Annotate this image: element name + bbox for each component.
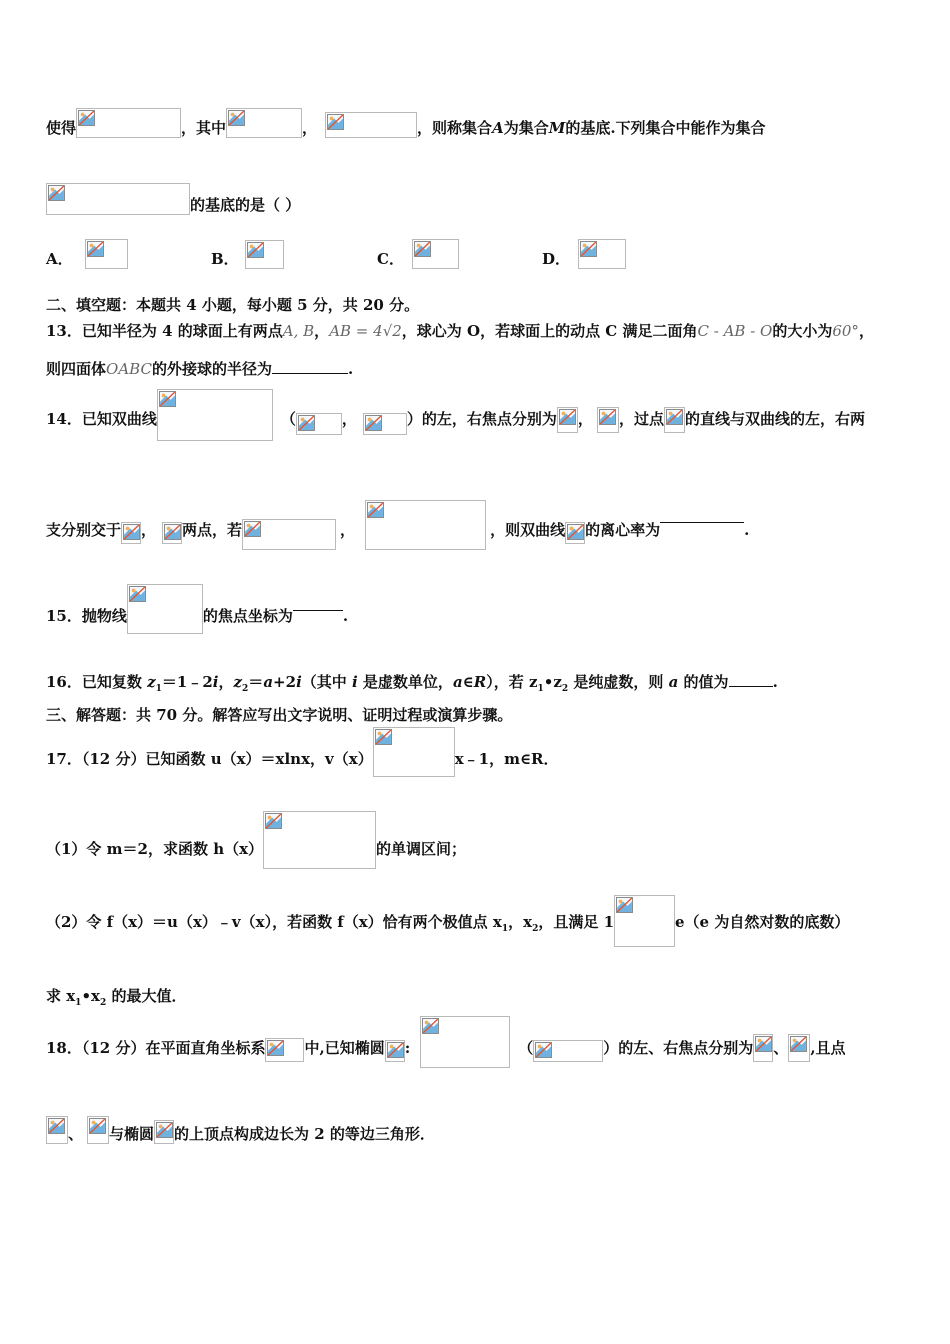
text: ＝1﹣2 xyxy=(161,673,213,691)
text: ，x xyxy=(508,913,533,931)
text: 与椭圆 xyxy=(109,1125,155,1143)
text: a xyxy=(668,673,679,691)
broken-image-icon xyxy=(156,1122,173,1138)
text: •z xyxy=(543,673,562,691)
broken-image-icon xyxy=(78,110,95,126)
question-17-part-2 xyxy=(46,895,849,947)
text: ，且满足 1 xyxy=(538,913,615,931)
text: ,且点 xyxy=(810,1039,846,1057)
text: 的单调区间； xyxy=(376,840,467,858)
text: 的最大值． xyxy=(106,987,187,1005)
broken-image-icon xyxy=(228,110,245,126)
text: ，球心为 O，若球面上的动点 C 满足二面角 xyxy=(401,322,698,340)
subscript: 1 xyxy=(75,998,82,1008)
text: ， xyxy=(314,322,330,340)
formula-image xyxy=(265,1038,304,1062)
broken-image-icon xyxy=(580,241,597,257)
text: 两点，若 xyxy=(182,521,243,539)
formula-image xyxy=(533,1040,603,1062)
broken-image-icon xyxy=(367,502,384,518)
broken-image-icon xyxy=(616,897,633,913)
text: 、 xyxy=(773,1039,789,1057)
text: 中,已知椭圆 xyxy=(304,1039,385,1057)
math: C - AB - O xyxy=(697,322,773,340)
text: ， xyxy=(340,521,356,539)
text: 15．抛物线 xyxy=(46,607,127,625)
formula-image xyxy=(154,1120,174,1144)
formula-image xyxy=(263,811,376,869)
formula-image xyxy=(242,519,336,550)
formula-image xyxy=(245,240,284,269)
text: ，过点 xyxy=(618,410,664,428)
text: A xyxy=(492,119,504,137)
paragraph-line xyxy=(46,108,766,138)
text: 为集合 xyxy=(503,119,549,137)
math: 60° xyxy=(832,322,859,340)
question-18-line-2 xyxy=(46,1116,435,1144)
text: ＝ xyxy=(248,673,264,691)
text: ）的左、右焦点分别为 xyxy=(603,1039,754,1057)
text: x﹣1，m∈R． xyxy=(454,750,559,768)
text: 是虚数单位， xyxy=(357,673,453,691)
option-label: A． xyxy=(46,250,73,268)
text: i xyxy=(212,673,219,691)
formula-image xyxy=(412,239,459,269)
formula-image xyxy=(363,413,407,435)
option-label: B． xyxy=(211,250,239,268)
subscript: 2 xyxy=(561,684,569,694)
broken-image-icon xyxy=(48,1118,65,1134)
broken-image-icon xyxy=(375,729,392,745)
text: . xyxy=(772,673,778,691)
text: ， xyxy=(577,410,593,428)
formula-image xyxy=(597,407,619,433)
broken-image-icon xyxy=(298,415,315,431)
subscript: 1 xyxy=(155,684,162,694)
question-13-line-1 xyxy=(46,321,874,341)
option-c xyxy=(377,236,459,269)
text: ， xyxy=(858,322,874,340)
text: ∈ xyxy=(462,673,474,691)
text: 则四面体 xyxy=(46,360,107,378)
text: M xyxy=(548,119,566,137)
formula-image xyxy=(365,500,486,550)
text: R xyxy=(473,673,487,691)
formula-image xyxy=(420,1016,510,1068)
subscript: 1 xyxy=(537,684,544,694)
text: . xyxy=(744,521,750,539)
broken-image-icon xyxy=(535,1042,552,1058)
text: 使得 xyxy=(46,119,77,137)
text: ， xyxy=(141,521,157,539)
text: ，则双曲线 xyxy=(490,521,566,539)
formula-image xyxy=(76,108,181,138)
question-13-line-2 xyxy=(46,359,353,379)
formula-image xyxy=(226,108,302,138)
section-title: 三、解答题：共 70 分。解答应写出文字说明、证明过程或演算步骤。 xyxy=(46,706,513,724)
text: z xyxy=(233,673,243,691)
broken-image-icon xyxy=(267,1040,284,1056)
answer-blank xyxy=(729,672,773,687)
broken-image-icon xyxy=(123,524,140,540)
text: （ xyxy=(280,410,296,428)
subscript: 2 xyxy=(532,924,539,934)
text: （ xyxy=(518,1039,534,1057)
text: （1）令 m＝2，求函数 h（x） xyxy=(46,840,264,858)
text: 的直线与双曲线的左，右两 xyxy=(684,410,865,428)
text: ， xyxy=(302,119,318,137)
text: i xyxy=(296,673,302,691)
formula-image xyxy=(385,1040,405,1062)
text: ， xyxy=(341,410,357,428)
broken-image-icon xyxy=(567,524,584,540)
text: 求 x xyxy=(46,987,76,1005)
text: ）的左，右焦点分别为 xyxy=(406,410,557,428)
question-18-line-1 xyxy=(46,1016,846,1068)
formula-image xyxy=(325,112,417,138)
question-15 xyxy=(46,584,348,634)
paragraph-line xyxy=(46,183,300,215)
text: i xyxy=(352,673,358,691)
text: •x xyxy=(81,987,100,1005)
formula-image xyxy=(373,727,455,777)
subscript: 1 xyxy=(501,924,509,934)
text: 的基底的是（ ） xyxy=(190,196,301,214)
subscript: 2 xyxy=(242,684,249,694)
formula-image xyxy=(162,522,182,544)
text: 、 xyxy=(68,1125,84,1143)
broken-image-icon xyxy=(87,241,104,257)
text: 的上顶点构成边长为 2 的等边三角形． xyxy=(174,1125,435,1143)
text: . xyxy=(347,360,354,378)
formula-image xyxy=(578,239,626,269)
formula-image xyxy=(565,522,585,544)
text: 的值为 xyxy=(678,673,729,691)
text: 的大小为 xyxy=(772,322,833,340)
option-label: D． xyxy=(542,250,571,268)
broken-image-icon xyxy=(247,242,264,258)
broken-image-icon xyxy=(790,1036,807,1052)
broken-image-icon xyxy=(755,1036,772,1052)
text: ，则称集合 xyxy=(417,119,493,137)
text: : xyxy=(404,1039,411,1057)
broken-image-icon xyxy=(666,409,683,425)
section-title: 二、填空题：本题共 4 小题，每小题 5 分，共 20 分。 xyxy=(46,296,420,314)
formula-image xyxy=(46,1116,68,1144)
text: 的离心率为 xyxy=(585,521,661,539)
formula-image xyxy=(157,389,273,441)
math: A, B xyxy=(282,322,315,340)
text: ），若 z xyxy=(486,673,538,691)
formula-image xyxy=(87,1116,109,1144)
math: OABC xyxy=(106,360,152,378)
broken-image-icon xyxy=(265,813,282,829)
option-a xyxy=(46,236,128,269)
formula-image xyxy=(85,239,128,269)
subscript: 2 xyxy=(99,998,107,1008)
question-17-part-1 xyxy=(46,811,466,869)
text: ， xyxy=(218,673,234,691)
answer-blank xyxy=(293,596,343,611)
text: +2 xyxy=(273,673,297,691)
text: 支分别交于 xyxy=(46,521,122,539)
text: 是纯虚数，则 xyxy=(568,673,669,691)
text: z xyxy=(147,673,156,691)
broken-image-icon xyxy=(129,586,146,602)
formula-image xyxy=(296,413,342,435)
formula-image xyxy=(557,407,578,433)
option-label: C． xyxy=(377,250,404,268)
answer-blank xyxy=(272,359,348,374)
question-17-part-2-cont xyxy=(46,986,186,1013)
formula-image xyxy=(46,183,190,215)
text: a xyxy=(263,673,274,691)
text: （2）令 f（x）＝u（x）﹣v（x），若函数 f（x）恰有两个极值点 x xyxy=(46,913,502,931)
broken-image-icon xyxy=(365,415,382,431)
option-d xyxy=(542,236,626,269)
question-16 xyxy=(46,672,778,699)
formula-image xyxy=(664,407,685,433)
formula-image xyxy=(127,584,203,634)
broken-image-icon xyxy=(48,185,65,201)
broken-image-icon xyxy=(414,241,431,257)
text: 13．已知半径为 4 的球面上有两点 xyxy=(46,322,283,340)
text: 的外接球的半径为 xyxy=(151,360,272,378)
question-14-line-2 xyxy=(46,500,749,550)
question-17-line-1 xyxy=(46,727,559,777)
formula-image xyxy=(753,1034,773,1062)
broken-image-icon xyxy=(89,1118,106,1134)
text: e（e 为自然对数的底数） xyxy=(675,913,850,931)
broken-image-icon xyxy=(422,1018,439,1034)
broken-image-icon xyxy=(559,409,576,425)
formula-image xyxy=(121,522,141,544)
text: 17．（12 分）已知函数 u（x）＝xlnx，v（x） xyxy=(46,750,373,768)
broken-image-icon xyxy=(599,409,616,425)
math: AB = 4√2 xyxy=(329,322,402,340)
broken-image-icon xyxy=(327,114,344,130)
text: 18．（12 分）在平面直角坐标系 xyxy=(46,1039,266,1057)
broken-image-icon xyxy=(164,524,181,540)
broken-image-icon xyxy=(387,1042,404,1058)
text: 16．已知复数 xyxy=(46,673,148,691)
question-14-line-1 xyxy=(46,389,865,441)
formula-image xyxy=(788,1034,810,1062)
text: . xyxy=(342,607,349,625)
text: 的焦点坐标为 xyxy=(202,607,293,625)
formula-image xyxy=(614,895,675,947)
text: 14．已知双曲线 xyxy=(46,410,157,428)
option-b xyxy=(211,236,284,269)
text: 的基底.下列集合中能作为集合 xyxy=(565,119,766,137)
text: （其中 xyxy=(301,673,352,691)
broken-image-icon xyxy=(244,521,261,537)
broken-image-icon xyxy=(159,391,176,407)
text: ，其中 xyxy=(181,119,227,137)
text: a xyxy=(452,673,463,691)
answer-blank xyxy=(660,508,744,523)
